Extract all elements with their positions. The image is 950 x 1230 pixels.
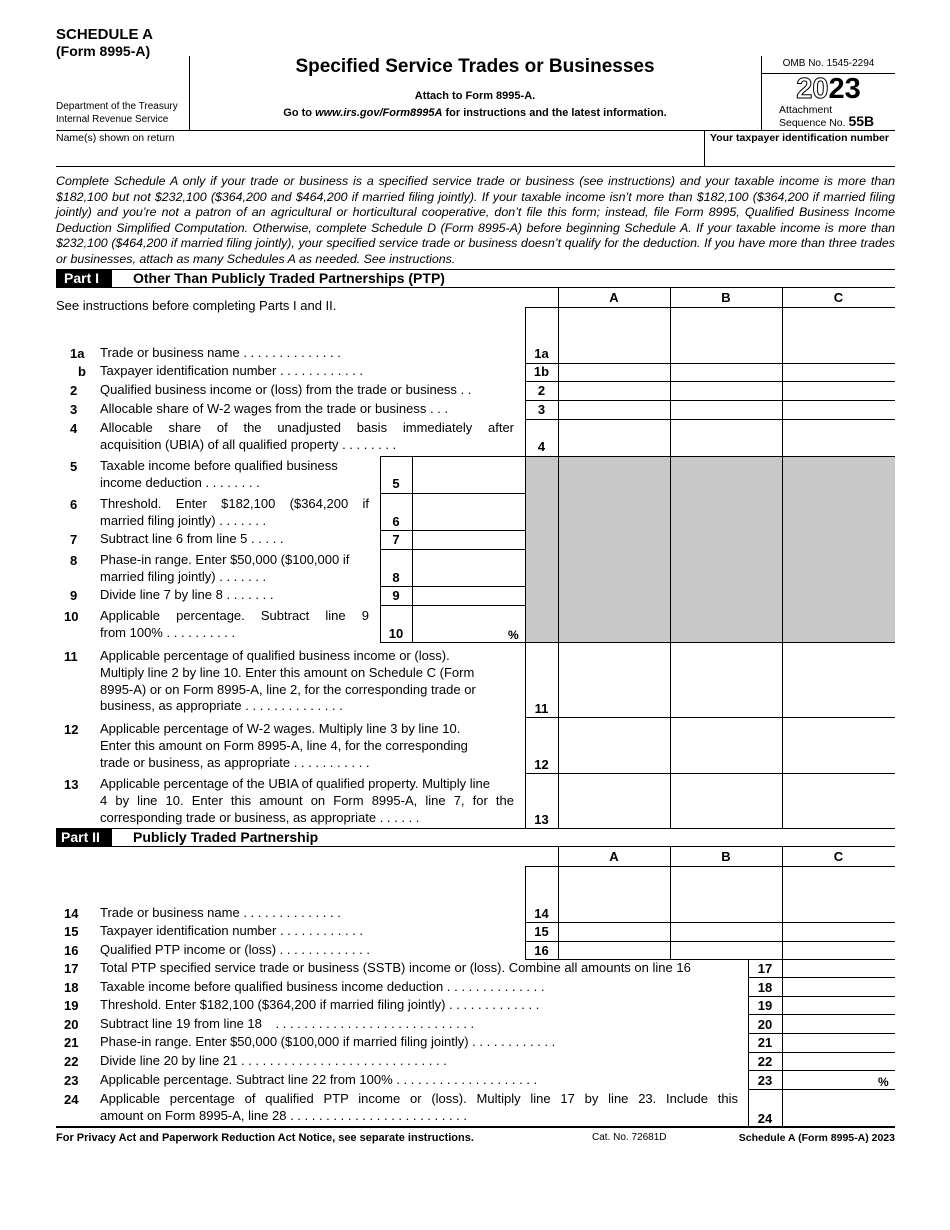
line-6-input[interactable] [413, 494, 525, 530]
line-6-box: 6 [392, 514, 400, 529]
line-15-dots: . . . . . . . . . . . . [279, 923, 364, 938]
line-6-text2 [100, 513, 375, 530]
line-20-dots: . . . . . . . . . . . . . . . . . . . . . . . . . . . . [275, 1016, 475, 1031]
line-16-label: Qualified PTP income or (loss) [100, 942, 277, 957]
goto-instruction [190, 107, 760, 119]
line-15-box: 15 [534, 924, 549, 939]
line-19-number: 19 [64, 998, 79, 1013]
line-8-text1: Phase-in range. Enter $50,000 ($100,000 if [100, 552, 350, 567]
part2-col-b: B [721, 849, 731, 864]
line-13-text1: Applicable percentage of the UBIA of qualified property. Multiply line [100, 776, 490, 791]
line-21-dots: . . . . . . . . . . . . [472, 1034, 556, 1049]
line-18-text [100, 979, 745, 996]
line-20-number: 20 [64, 1017, 79, 1032]
line-13-number: 13 [64, 777, 79, 792]
privacy-notice: For Privacy Act and Paperwork Reduction Act Notice, see separate instructions. [56, 1132, 474, 1144]
line-3-number: 3 [70, 402, 78, 417]
goto-pre: Go to [283, 107, 316, 119]
line-11-label: business, as appropriate [100, 698, 242, 713]
line-11-text4 [100, 698, 520, 715]
line-23-number: 23 [64, 1073, 79, 1088]
line-15-number: 15 [64, 924, 79, 939]
line-11-text2: Multiply line 2 by line 10. Enter this amount on Schedule C (Form [100, 665, 475, 680]
line-14-box: 14 [534, 906, 549, 921]
line-15-text [100, 923, 520, 940]
line-2-box: 2 [537, 383, 546, 398]
line-1b-number: b [78, 364, 86, 379]
line-18-label: Taxable income before qualified business income deduction [100, 979, 444, 994]
line-17-input[interactable] [783, 960, 895, 977]
line-5-dots: . . . . . . . . [205, 475, 260, 490]
line-20-text [100, 1016, 745, 1033]
line-1a-input-a[interactable] [559, 308, 669, 363]
line-21-input[interactable] [783, 1034, 895, 1052]
line-3-label: Allocable share of W-2 wages from the trade or business [100, 401, 427, 416]
sequence-number: 55B [848, 113, 875, 129]
line-11-dots: . . . . . . . . . . . . . . [245, 698, 343, 713]
part1-see-instructions: See instructions before completing Parts I and II. [56, 298, 337, 313]
line-11-text3: 8995-A) or on Form 8995-A, line 2, for the corresponding trade or [100, 682, 476, 697]
line-14-number: 14 [64, 906, 79, 921]
line-1b-text [100, 363, 520, 380]
line-14-input-b[interactable] [671, 867, 781, 922]
form-label: (Form 8995-A) [56, 43, 151, 59]
line-1b-box: 1b [533, 364, 550, 379]
line-8-box: 8 [392, 570, 400, 585]
intro-text: Complete Schedule A only if your trade or business is a specified service trade or business (see instructions) and your taxable income is more than $182,100 but not $232,100 ($364,200 and $464,200 if married filing jointly). If your taxable income isn’t more than $182,100 ($364,200 if married filing jointly) and you’re not a patron of an agricultural or horticultural cooperative, don’t file this form; instead, file Form 8995, Qualified Business Income Deduction Simplified Computation. Otherwise, complete Schedule D (Form 8995-A) before beginning Schedule A. If your taxable income is more than $232,100 ($464,200 if married filing jointly), your specified service trade or business doesn’t qualify for the deduction. If you have more than three trades or businesses, attach as many Schedules A as needed. See instructions. [56, 174, 895, 266]
names-field[interactable] [56, 146, 704, 166]
line-2-number: 2 [70, 383, 78, 398]
line-1a-input-b[interactable] [671, 308, 781, 363]
line-13-text2: 4 by line 10. Enter this amount on Form 8995-A, line 7, for the [100, 793, 514, 808]
line-12-dots: . . . . . . . . . . . [293, 755, 370, 770]
line-18-box: 18 [757, 980, 773, 995]
tax-year [762, 73, 895, 105]
line-24-box: 24 [757, 1111, 773, 1126]
line-23-percent: % [878, 1075, 889, 1089]
part2-title: Publicly Traded Partnership [133, 829, 319, 845]
part2-tag: Part II [56, 829, 112, 846]
line-23-label: Applicable percentage. Subtract line 22 from 100% [100, 1072, 393, 1087]
line-19-dots: . . . . . . . . . . . . . [449, 997, 540, 1012]
schedule-label: SCHEDULE A [56, 26, 153, 43]
line-14-input-a[interactable] [559, 867, 669, 922]
line-23-box: 23 [757, 1073, 773, 1088]
dept-irs: Internal Revenue Service [56, 114, 169, 125]
line-4-text2 [100, 437, 520, 454]
line-10-text1: Applicable percentage. Subtract line 9 [100, 608, 369, 623]
line-9-text [100, 587, 375, 604]
line-13-input-b[interactable] [671, 774, 781, 828]
part1-col-b: B [721, 290, 731, 305]
part1-col-c: C [833, 290, 844, 305]
omb-number: OMB No. 1545-2294 [782, 58, 875, 69]
part1-col-a: A [609, 290, 619, 305]
line-5-text1: Taxable income before qualified business [100, 458, 338, 473]
form-title: Specified Service Trades or Businesses [295, 56, 655, 77]
line-23-input[interactable] [783, 1071, 878, 1089]
line-19-label: Threshold. Enter $182,100 ($364,200 if married filing jointly) [100, 997, 446, 1012]
line-11-input-c[interactable] [783, 643, 895, 717]
line-9-input[interactable] [413, 587, 525, 605]
dept-treasury: Department of the Treasury [56, 101, 178, 112]
line-11-input-b[interactable] [671, 643, 781, 717]
line-17-number: 17 [64, 961, 79, 976]
line-7-label: Subtract line 6 from line 5 [100, 531, 248, 546]
line-9-box: 9 [392, 588, 400, 603]
line-12-input-b[interactable] [671, 718, 781, 773]
line-8-text2 [100, 569, 375, 586]
line-21-number: 21 [64, 1035, 79, 1050]
line-6-text1: Threshold. Enter $182,100 ($364,200 if [100, 496, 369, 511]
line-7-text [100, 531, 375, 548]
sequence-label [779, 114, 874, 130]
line-21-text [100, 1034, 745, 1051]
line-24-label: amount on Form 8995-A, line 28 [100, 1108, 287, 1123]
line-2-text [100, 382, 520, 399]
line-11-text1: Applicable percentage of qualified business income or (loss). [100, 648, 450, 663]
form-id: Schedule A (Form 8995-A) 2023 [738, 1132, 895, 1144]
line-13-dots: . . . . . . [379, 810, 420, 825]
line-19-box: 19 [757, 998, 773, 1013]
line-12-input-a[interactable] [559, 718, 669, 773]
line-10-number: 10 [64, 609, 79, 624]
part1-tag: Part I [56, 270, 112, 287]
line-1a-label: Trade or business name [100, 345, 240, 360]
line-11-number: 11 [64, 649, 78, 664]
line-7-input[interactable] [413, 531, 525, 549]
line-4-box: 4 [537, 439, 546, 454]
line-4-number: 4 [70, 421, 78, 436]
line-8-dots: . . . . . . . [219, 569, 267, 584]
line-7-number: 7 [70, 532, 78, 547]
tin-field[interactable] [706, 146, 895, 166]
line-18-dots: . . . . . . . . . . . . . . [446, 979, 545, 994]
line-14-text [100, 905, 520, 922]
line-22-number: 22 [64, 1054, 79, 1069]
line-5-label: income deduction [100, 475, 202, 490]
line-21-box: 21 [757, 1035, 773, 1050]
line-6-number: 6 [70, 497, 78, 512]
line-1a-dots: . . . . . . . . . . . . . . [243, 345, 341, 360]
line-12-number: 12 [64, 722, 79, 737]
line-12-text3 [100, 755, 520, 772]
line-3-dots: . . . [430, 401, 449, 416]
goto-post: for instructions and the latest information. [442, 107, 667, 119]
line-24-input[interactable] [783, 1090, 895, 1127]
line-13-box: 13 [534, 812, 549, 827]
line-4-label: acquisition (UBIA) of all qualified property [100, 437, 339, 452]
line-10-input[interactable] [413, 606, 509, 642]
line-19-input[interactable] [783, 997, 895, 1014]
line-10-dots: . . . . . . . . . . [166, 625, 236, 640]
attachment-label: Attachment [779, 104, 833, 116]
line-13-input-a[interactable] [559, 774, 669, 828]
names-label: Name(s) shown on return [56, 132, 175, 144]
line-7-dots: . . . . . [251, 531, 284, 546]
line-10-text2 [100, 625, 375, 642]
line-1b-label: Taxpayer identification number [100, 363, 277, 378]
line-22-box: 22 [757, 1054, 773, 1069]
line-21-label: Phase-in range. Enter $50,000 ($100,000 if married filing jointly) [100, 1034, 469, 1049]
line-12-label: trade or business, as appropriate [100, 755, 291, 770]
line-8-input[interactable] [413, 550, 525, 586]
line-6-label: married filing jointly) [100, 513, 216, 528]
line-1a-text [100, 345, 520, 362]
line-1a-input-c[interactable] [783, 308, 895, 363]
line-3-text [100, 401, 520, 418]
line-5-input[interactable] [413, 457, 525, 493]
line-10-label: from 100% [100, 625, 163, 640]
line-14-label: Trade or business name [100, 905, 240, 920]
line-1a-number: 1a [70, 346, 85, 361]
line-19-text [100, 997, 745, 1014]
line-14-dots: . . . . . . . . . . . . . . [243, 905, 341, 920]
line-9-number: 9 [70, 588, 78, 603]
line-24-dots: . . . . . . . . . . . . . . . . . . . . . . . . . [290, 1108, 468, 1123]
line-11-input-a[interactable] [559, 643, 669, 717]
line-23-dots: . . . . . . . . . . . . . . . . . . . . [396, 1072, 538, 1087]
line-16-text [100, 942, 520, 959]
line-13-text3 [100, 810, 520, 827]
line-20-input[interactable] [783, 1015, 895, 1033]
line-5-number: 5 [70, 459, 78, 474]
line-15-label: Taxpayer identification number [100, 923, 277, 938]
line-12-input-c[interactable] [783, 718, 895, 773]
line-20-box: 20 [757, 1017, 773, 1032]
line-9-label: Divide line 7 by line 8 [100, 587, 223, 602]
line-10-box: 10 [388, 626, 404, 641]
line-3-box: 3 [537, 402, 546, 417]
line-2-dots: . . [460, 382, 472, 397]
line-22-label: Divide line 20 by line 21 [100, 1053, 238, 1068]
irs-url: www.irs.gov/Form8995A [315, 107, 443, 119]
attach-instruction: Attach to Form 8995-A. [414, 90, 536, 102]
line-13-input-c[interactable] [783, 774, 895, 828]
line-1a-box: 1a [534, 346, 549, 361]
line-5-text2 [100, 475, 375, 492]
sequence-text: Sequence No. [779, 117, 846, 129]
line-10-percent: % [508, 628, 519, 642]
tin-label: Your taxpayer identification number [710, 132, 889, 144]
line-7-box: 7 [392, 532, 400, 547]
line-22-input[interactable] [783, 1053, 895, 1070]
line-17-text: Total PTP specified service trade or business (SSTB) income or (loss). Combine all amounts on line 16 [100, 960, 691, 975]
line-22-dots: . . . . . . . . . . . . . . . . . . . . . . . . . . . . . [240, 1053, 447, 1068]
line-16-number: 16 [64, 943, 79, 958]
line-4-text1: Allocable share of the unadjusted basis immediately after [100, 420, 514, 435]
line-13-label: corresponding trade or business, as appropriate [100, 810, 377, 825]
line-17-box: 17 [757, 961, 773, 976]
line-18-input[interactable] [783, 978, 895, 996]
line-5-box: 5 [392, 476, 400, 491]
line-8-number: 8 [70, 553, 78, 568]
line-16-box: 16 [534, 943, 549, 958]
line-24-text1: Applicable percentage of qualified PTP income or (loss). Multiply line 17 by line 23. Include this [100, 1091, 738, 1106]
line-12-text1: Applicable percentage of W-2 wages. Multiply line 3 by line 10. [100, 721, 461, 736]
line-20-label: Subtract line 19 from line 18 [100, 1016, 262, 1031]
line-23-text [100, 1072, 745, 1089]
line-22-text [100, 1053, 745, 1070]
line-11-box: 11 [534, 701, 549, 716]
line-9-dots: . . . . . . . [226, 587, 274, 602]
line-24-text2 [100, 1108, 745, 1125]
line-8-label: married filing jointly) [100, 569, 216, 584]
line-2-label: Qualified business income or (loss) from the trade or business [100, 382, 457, 397]
year-bold: 23 [828, 73, 861, 105]
line-1b-dots: . . . . . . . . . . . . [279, 363, 364, 378]
line-12-text2: Enter this amount on Form 8995-A, line 4, for the corresponding [100, 738, 468, 753]
part2-col-c: C [833, 849, 844, 864]
year-outline: 20 [796, 73, 829, 105]
line-12-box: 12 [534, 757, 549, 772]
part1-title: Other Than Publicly Traded Partnerships (PTP) [133, 270, 445, 286]
line-6-dots: . . . . . . . [219, 513, 267, 528]
line-16-dots: . . . . . . . . . . . . . [279, 942, 370, 957]
cat-number: Cat. No. 72681D [592, 1132, 667, 1143]
line-24-number: 24 [64, 1092, 79, 1107]
line-18-number: 18 [64, 980, 79, 995]
part2-col-a: A [609, 849, 619, 864]
line-4-dots: . . . . . . . . [342, 437, 397, 452]
line-14-input-c[interactable] [783, 867, 895, 922]
